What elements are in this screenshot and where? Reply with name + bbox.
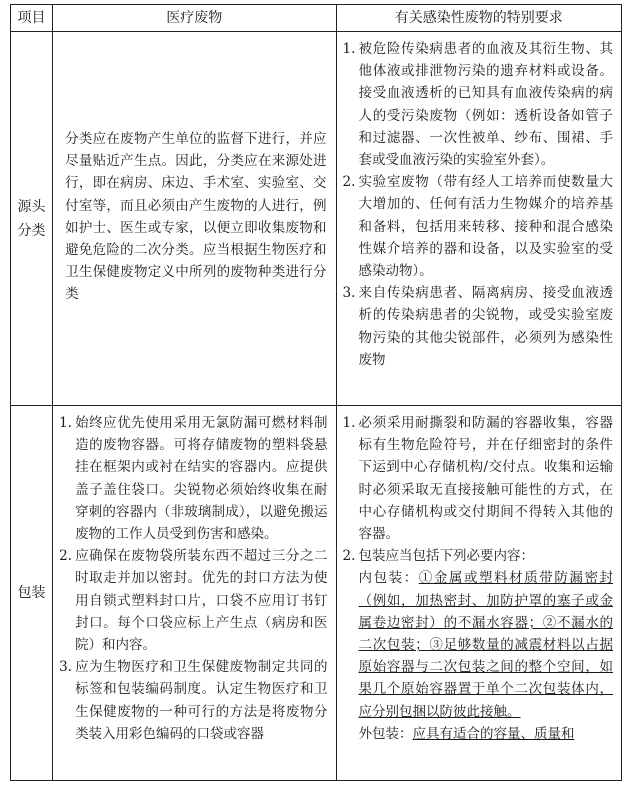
cell-infectious-packaging xyxy=(336,406,621,781)
row-label-source-classification: 源头 分类 xyxy=(11,32,53,406)
list-item: 2. 包装应当包括下列必要内容： 内包装：①金属或塑料材质带防漏密封（例如，加热密封、加防护罩的塞子或金属卷边密封）的不漏水容器；②不漏水的二次包装；③足够数量的减震材料以占据原始容器与二次包装之间的整个空间，如果几个原始容器置于单个二次包装体内，应分别包捆以防彼此接触。 外包装：应具有适合的容量、质量和 xyxy=(343,545,613,745)
cell-infectious-classification xyxy=(336,32,621,406)
cell-classification-text xyxy=(53,32,336,406)
table-row xyxy=(11,32,622,406)
row-label-packaging: 包装 xyxy=(11,406,53,781)
list-item: 2. 实验室废物（带有经人工培养而使数量大大增加的、任何有活力生物媒介的培养基和备料，包括用来转移、接种和混合感染性媒介培养的器和设备，以及实验室的受感染动物）。 xyxy=(342,174,613,280)
list-item: 1. 被危险传染病患者的血液及其衍生物、其他体液或排泄物污染的遗弃材料或设备。接受血液透析的已知具有血液传染病的病人的受污染废物（例如：透析设备如管子和过滤器、一次性被单、纱布、围裙、手套或受血液污染的实验室外套）。 xyxy=(342,41,613,169)
inner-packaging: 内包装：①金属或塑料材质带防漏密封（例如，加热密封、加防护罩的塞子或金属卷边密封）的不漏水容器；②不漏水的二次包装；③足够数量的减震材料以占据原始容器与二次包装之间的整个空间，如果几个原始容器置于单个二次包装体内，应分别包捆以防彼此接触。 xyxy=(358,570,614,720)
classification-paragraph: 分类应在废物产生单位的监督下进行，并应尽量贴近产生点。因此，分类应在来源处进行，即在病房、床边、手术室、实验室、交付室等，而且必须由产生废物的人进行，例如护士、医生或专家，以便立即收集废物和避免危险的二次分类。应当根据生物医疗和卫生保健废物定义中所列的废物种类进行分类 xyxy=(65,131,327,303)
cell-packaging-text xyxy=(53,406,336,781)
list-item: 3. 应为生物医疗和卫生保健废物制定共同的标签和包装编码制度。认定生物医疗和卫生保健废物的一种可行的方法是将废物分类装入用彩色编码的口袋或容器 xyxy=(59,659,328,742)
packaging-intro: 包装应当包括下列必要内容： xyxy=(358,548,535,565)
list-item: 1. 必须采用耐撕裂和防漏的容器收集，容器标有生物危险符号，并在仔细密封的条件下运到中心存储机构/交付点。收集和运输时必须采取无直接接触可能性的方式，在中心存储机构或交付期间不得转入其他的容器。 xyxy=(342,415,613,543)
list-item: 2. 应确保在废物袋所装东西不超过三分之二时取走并加以密封。优先的封口方法为使用自锁式塑料封口片，口袋不应用订书钉封口。每个口袋应标上产生点（病房和医院）和内容。 xyxy=(59,548,328,654)
header-medical-waste: 医疗废物 xyxy=(53,5,336,32)
header-infectious-requirements: 有关感染性废物的特别要求 xyxy=(336,5,621,32)
table-row xyxy=(11,406,622,781)
list-item: 1. 始终应优先使用采用无氯防漏可燃材料制造的废物容器。可将存储废物的塑料袋悬挂在框架内或衬在结实的容器内。应提供盖子盖住袋口。尖锐物必须始终收集在耐穿刺的容器内（非玻璃制成），以避免搬运废物的工作人员受到伤害和感染。 xyxy=(59,415,328,543)
table-header-row xyxy=(11,5,622,32)
list-item: 3. 来自传染病患者、隔离病房、接受血液透析的传染病患者的尖锐物，或受实验室废物污染的其他尖锐部件，必须列为感染性废物 xyxy=(342,285,613,368)
header-item: 项目 xyxy=(11,5,53,32)
outer-packaging: 外包装：应具有适合的容量、质量和 xyxy=(358,725,575,742)
medical-waste-table xyxy=(10,4,622,781)
